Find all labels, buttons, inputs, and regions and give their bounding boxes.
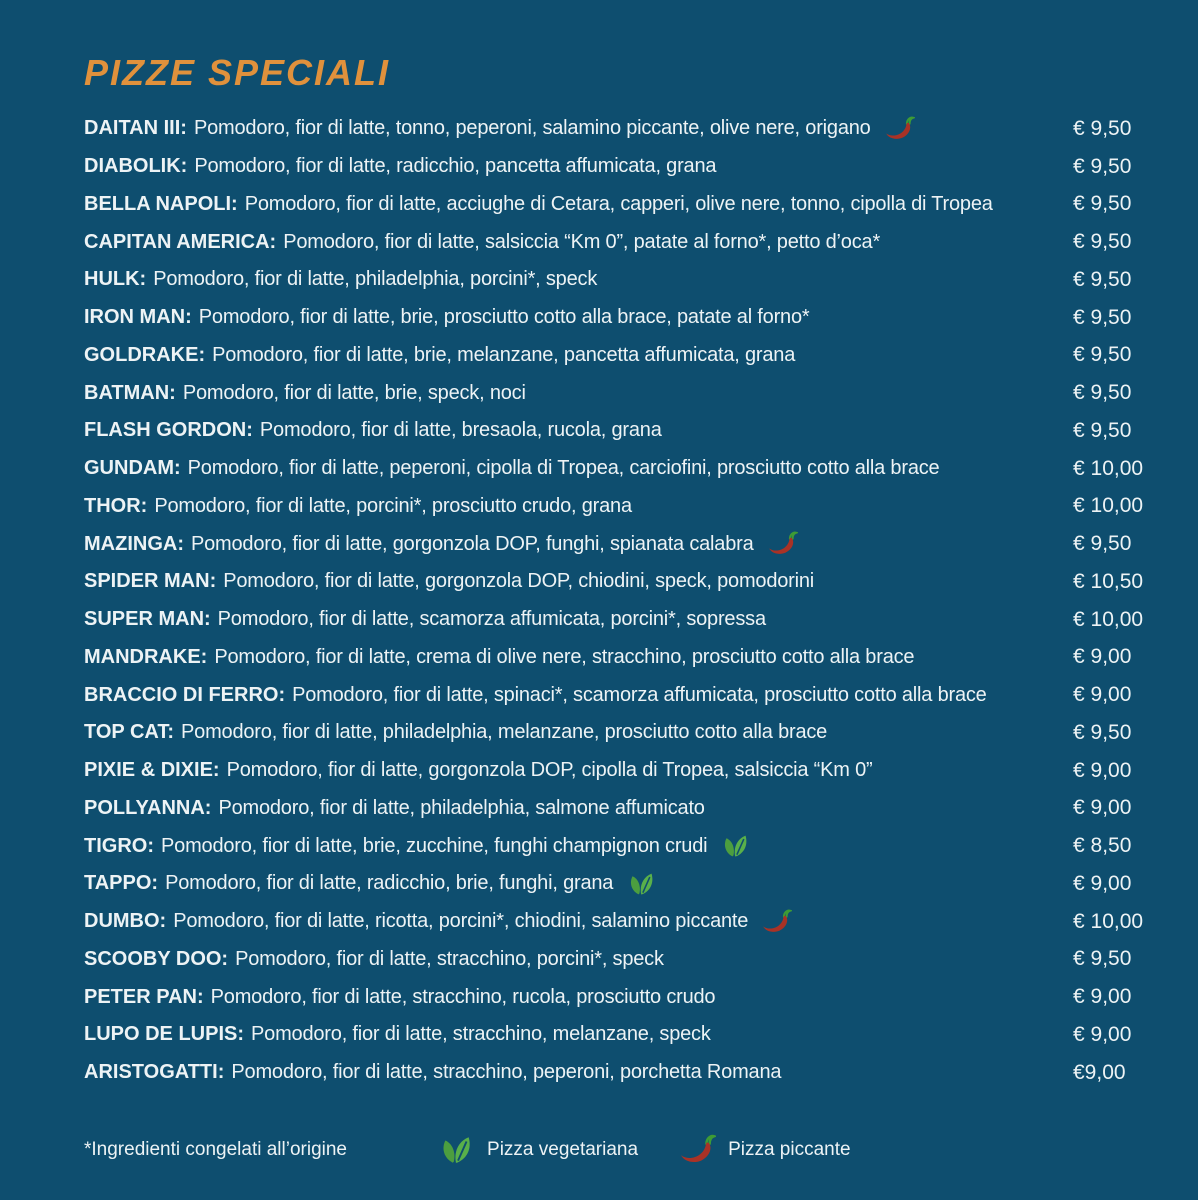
menu-item-price: €9,00	[1073, 1060, 1126, 1084]
menu-item-price: € 10,00	[1073, 909, 1144, 933]
menu-item-ingredients: Pomodoro, fior di latte, stracchino, melanzane, speck	[251, 1023, 711, 1046]
menu-item-description	[84, 684, 1073, 707]
menu-item-price: € 9,50	[1073, 154, 1132, 178]
menu-item-description	[84, 721, 1073, 744]
menu-list	[84, 110, 1198, 1092]
menu-item-price: € 9,00	[1073, 796, 1132, 820]
menu-item-ingredients: Pomodoro, fior di latte, peperoni, cipolla di Tropea, carciofini, prosciutto cotto alla brace	[187, 457, 940, 480]
menu-item-description	[84, 948, 1073, 971]
menu-item-row	[84, 450, 1198, 488]
menu-item-ingredients: Pomodoro, fior di latte, brie, zucchine, funghi champignon crudi	[161, 834, 708, 857]
leaf-icon	[721, 833, 751, 859]
menu-item-description	[84, 1061, 1073, 1084]
menu-item-row	[84, 299, 1198, 337]
menu-item-price: € 9,50	[1073, 343, 1132, 367]
menu-item-description	[84, 495, 1073, 518]
menu-item-ingredients: Pomodoro, fior di latte, ricotta, porcini*, chiodini, salamino piccante	[173, 910, 749, 933]
menu-item-name: GUNDAM:	[84, 457, 181, 480]
menu-item-price: € 9,00	[1073, 871, 1132, 895]
menu-item-description	[84, 344, 1073, 367]
menu-item-price: € 9,50	[1073, 230, 1132, 254]
chili-icon	[885, 116, 915, 142]
menu-item-name: TAPPO:	[84, 872, 159, 895]
menu-item-row	[84, 337, 1198, 375]
menu-item-row	[84, 525, 1198, 563]
menu-item-price: € 8,50	[1073, 834, 1132, 858]
menu-item-name: SPIDER MAN:	[84, 570, 217, 593]
menu-item-name: PIXIE & DIXIE:	[84, 759, 220, 782]
leaf-icon	[627, 871, 657, 897]
menu-item-ingredients: Pomodoro, fior di latte, philadelphia, porcini*, speck	[153, 268, 598, 291]
menu-item-ingredients: Pomodoro, fior di latte, radicchio, brie, funghi, grana	[165, 872, 614, 895]
menu-item-ingredients: Pomodoro, fior di latte, radicchio, pancetta affumicata, grana	[194, 155, 717, 178]
menu-item-price: € 9,50	[1073, 116, 1132, 140]
menu-item-price: € 9,50	[1073, 720, 1132, 744]
menu-item-ingredients: Pomodoro, fior di latte, brie, prosciutto cotto alla brace, patate al forno*	[198, 306, 810, 329]
menu-item-description	[84, 268, 1073, 291]
frozen-ingredients-note: *Ingredienti congelati all’origine	[84, 1139, 348, 1160]
menu-item-description	[84, 231, 1073, 254]
page-title: PIZZE SPECIALI	[84, 52, 391, 93]
menu-item-price: € 10,00	[1073, 607, 1144, 631]
menu-item-price: € 9,00	[1073, 758, 1132, 782]
menu-item-description	[84, 306, 1073, 329]
menu-item-row	[84, 223, 1198, 261]
menu-item-price: € 9,00	[1073, 645, 1132, 669]
menu-item-row	[84, 563, 1198, 601]
chili-icon	[762, 909, 792, 935]
menu-item-ingredients: Pomodoro, fior di latte, bresaola, rucola, grana	[259, 419, 662, 442]
menu-item-description	[84, 1023, 1073, 1046]
menu-item-ingredients: Pomodoro, fior di latte, scamorza affumicata, porcini*, sopressa	[217, 608, 766, 631]
menu-item-row	[84, 1054, 1198, 1092]
chili-icon	[680, 1134, 716, 1166]
menu-item-row	[84, 488, 1198, 526]
legend-spicy	[680, 1134, 851, 1166]
menu-item-ingredients: Pomodoro, fior di latte, salsiccia “Km 0”, patate al forno*, petto d’oca*	[283, 230, 881, 253]
menu-item-ingredients: Pomodoro, fior di latte, brie, melanzane, pancetta affumicata, grana	[212, 343, 796, 366]
menu-item-name: ARISTOGATTI:	[84, 1061, 225, 1084]
menu-item-name: SUPER MAN:	[84, 608, 211, 631]
menu-item-row	[84, 110, 1198, 148]
menu-item-price: € 9,50	[1073, 947, 1132, 971]
menu-item-row	[84, 412, 1198, 450]
menu-item-ingredients: Pomodoro, fior di latte, acciughe di Cetara, capperi, olive nere, tonno, cipolla di Tropea	[244, 192, 993, 215]
menu-item-description	[84, 871, 1073, 897]
menu-item-description	[84, 833, 1073, 859]
menu-item-name: THOR:	[84, 494, 148, 517]
menu-item-row	[84, 752, 1198, 790]
menu-item-name: BELLA NAPOLI:	[84, 192, 238, 215]
menu-item-description	[84, 419, 1073, 442]
menu-item-ingredients: Pomodoro, fior di latte, tonno, peperoni, salamino piccante, olive nere, origano	[193, 117, 871, 140]
menu-item-name: POLLYANNA:	[84, 796, 212, 819]
menu-item-ingredients: Pomodoro, fior di latte, gorgonzola DOP, chiodini, speck, pomodorini	[223, 570, 815, 593]
menu-item-ingredients: Pomodoro, fior di latte, gorgonzola DOP, cipolla di Tropea, salsiccia “Km 0”	[226, 759, 873, 782]
menu-item-price: € 9,50	[1073, 267, 1132, 291]
menu-item-row	[84, 714, 1198, 752]
menu-item-ingredients: Pomodoro, fior di latte, philadelphia, melanzane, prosciutto cotto alla brace	[181, 721, 828, 744]
menu-item-row	[84, 261, 1198, 299]
menu-item-row	[84, 941, 1198, 979]
menu-item-name: GOLDRAKE:	[84, 343, 206, 366]
menu-item-price: € 9,50	[1073, 532, 1132, 556]
menu-item-description	[84, 382, 1073, 405]
menu-item-name: SCOOBY DOO:	[84, 947, 229, 970]
menu-item-description	[84, 646, 1073, 669]
menu-item-row	[84, 827, 1198, 865]
menu-item-name: PETER PAN:	[84, 985, 204, 1008]
menu-item-description	[84, 570, 1073, 593]
menu-item-ingredients: Pomodoro, fior di latte, stracchino, porcini*, speck	[235, 947, 664, 970]
menu-item-description	[84, 797, 1073, 820]
menu-item-name: DUMBO:	[84, 910, 167, 933]
menu-item-price: € 10,00	[1073, 494, 1144, 518]
menu-item-row	[84, 186, 1198, 224]
menu-item-name: FLASH GORDON:	[84, 419, 253, 442]
menu-item-description	[84, 986, 1073, 1009]
menu-item-ingredients: Pomodoro, fior di latte, brie, speck, noci	[182, 381, 526, 404]
menu-item-name: MANDRAKE:	[84, 645, 208, 668]
menu-item-row	[84, 601, 1198, 639]
menu-item-description	[84, 608, 1073, 631]
menu-item-ingredients: Pomodoro, fior di latte, porcini*, prosciutto crudo, grana	[154, 494, 632, 517]
menu-item-price: € 9,00	[1073, 985, 1132, 1009]
menu-item-description	[84, 759, 1073, 782]
menu-item-description	[84, 457, 1073, 480]
menu-item-description	[84, 116, 1073, 142]
chili-icon	[768, 531, 798, 557]
menu-item-price: € 10,00	[1073, 456, 1144, 480]
menu-item-ingredients: Pomodoro, fior di latte, crema di olive nere, stracchino, prosciutto cotto alla brace	[214, 645, 915, 668]
menu-item-price: € 9,50	[1073, 192, 1132, 216]
leaf-icon	[439, 1134, 475, 1166]
menu-item-price: € 9,50	[1073, 305, 1132, 329]
legend	[84, 1128, 1158, 1172]
menu-item-description	[84, 909, 1073, 935]
menu-item-row	[84, 978, 1198, 1016]
menu-item-ingredients: Pomodoro, fior di latte, spinaci*, scamorza affumicata, prosciutto cotto alla brace	[292, 683, 987, 706]
menu-item-price: € 10,50	[1073, 569, 1144, 593]
menu-item-price: € 9,50	[1073, 381, 1132, 405]
menu-item-description	[84, 531, 1073, 557]
menu-item-description	[84, 155, 1073, 178]
menu-item-row	[84, 676, 1198, 714]
menu-item-row	[84, 903, 1198, 941]
menu-item-row	[84, 639, 1198, 677]
menu-item-row	[84, 790, 1198, 828]
menu-item-row	[84, 865, 1198, 903]
menu-item-name: DAITAN III:	[84, 117, 187, 140]
menu-item-name: CAPITAN AMERICA:	[84, 230, 277, 253]
menu-item-name: LUPO DE LUPIS:	[84, 1023, 245, 1046]
menu-item-price: € 9,00	[1073, 1022, 1132, 1046]
menu-item-price: € 9,50	[1073, 418, 1132, 442]
menu-item-ingredients: Pomodoro, fior di latte, philadelphia, salmone affumicato	[218, 796, 705, 819]
menu-item-name: TOP CAT:	[84, 721, 175, 744]
menu-item-ingredients: Pomodoro, fior di latte, stracchino, rucola, prosciutto crudo	[210, 985, 716, 1008]
menu-item-ingredients: Pomodoro, fior di latte, gorgonzola DOP, funghi, spianata calabra	[190, 532, 754, 555]
menu-item-name: BRACCIO DI FERRO:	[84, 683, 286, 706]
legend-spicy-label: Pizza piccante	[728, 1139, 851, 1160]
legend-vegetarian-label: Pizza vegetariana	[487, 1139, 639, 1160]
menu-item-description	[84, 193, 1073, 216]
menu-item-row	[84, 374, 1198, 412]
menu-item-row	[84, 148, 1198, 186]
menu-item-row	[84, 1016, 1198, 1054]
menu-item-name: MAZINGA:	[84, 532, 184, 555]
menu-item-name: TIGRO:	[84, 834, 154, 857]
menu-item-name: DIABOLIK:	[84, 155, 188, 178]
menu-item-ingredients: Pomodoro, fior di latte, stracchino, peperoni, porchetta Romana	[231, 1061, 782, 1084]
menu-item-name: BATMAN:	[84, 381, 176, 404]
menu-item-price: € 9,00	[1073, 683, 1132, 707]
menu-item-name: HULK:	[84, 268, 147, 291]
menu-item-name: IRON MAN:	[84, 306, 192, 329]
legend-vegetarian	[439, 1134, 638, 1166]
